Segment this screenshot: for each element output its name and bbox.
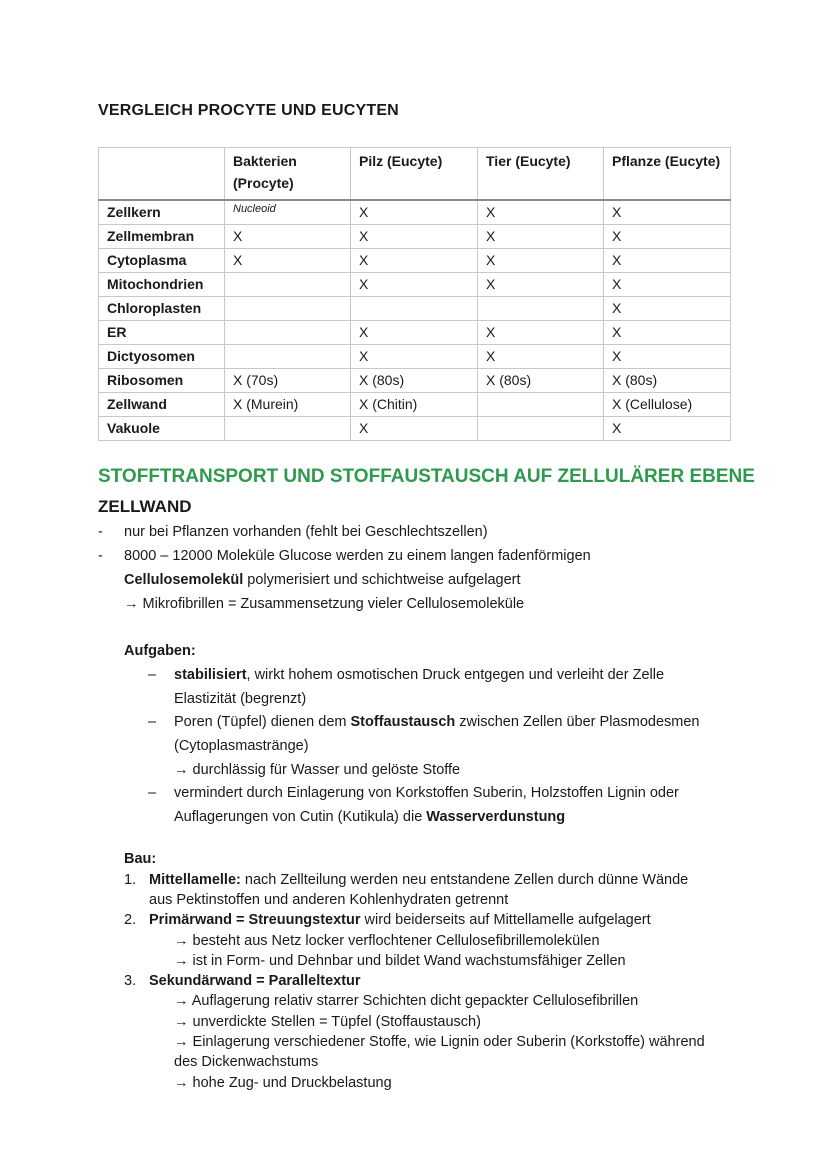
table-cell: X	[604, 249, 731, 273]
row-label: Cytoplasma	[99, 249, 225, 273]
list-dash: –	[148, 714, 157, 730]
table-row	[99, 273, 731, 297]
table-cell: X	[604, 417, 731, 441]
row-label: Ribosomen	[99, 369, 225, 393]
list-item	[174, 710, 699, 734]
arrow-line	[174, 931, 600, 951]
bold-term: Wasserverdunstung	[426, 809, 566, 825]
table-cell: X	[351, 417, 478, 441]
table-cell: X	[604, 225, 731, 249]
list-item: vermindert durch Einlagerung von Korkstoffen Suberin, Holzstoffen Lignin oder	[174, 785, 679, 801]
arrow-line	[174, 1032, 705, 1052]
text-span: Einlagerung verschiedener Stoffe, wie Lignin oder Suberin (Korkstoffe) während	[192, 1034, 705, 1050]
table-cell: X (80s)	[604, 369, 731, 393]
row-label: Vakuole	[99, 417, 225, 441]
text-span: Mikrofibrillen = Zusammensetzung vieler Cellulosemoleküle	[142, 596, 525, 612]
table-row	[99, 200, 731, 225]
table-cell	[478, 297, 604, 321]
header-cell	[99, 148, 225, 201]
row-label: Zellkern	[99, 200, 225, 225]
row-label: Zellwand	[99, 393, 225, 417]
list-dash: –	[148, 667, 157, 683]
table-cell: X	[351, 345, 478, 369]
table-cell: X	[478, 249, 604, 273]
arrow-icon: →	[174, 953, 189, 969]
table-cell: X	[351, 200, 478, 225]
table-cell: X	[478, 321, 604, 345]
text-span: polymerisiert und schichtweise aufgelagert	[243, 572, 521, 588]
list-item	[174, 663, 664, 687]
list-item	[149, 870, 688, 890]
arrow-icon: →	[174, 993, 189, 1009]
arrow-icon: →	[174, 1014, 189, 1030]
text-span: unverdickte Stellen = Tüpfel (Stoffaustausch)	[192, 1014, 481, 1030]
table-cell: X (80s)	[351, 369, 478, 393]
row-label: Chloroplasten	[99, 297, 225, 321]
table-cell	[225, 321, 351, 345]
table-cell: X	[351, 273, 478, 297]
text-span: ist in Form- und Dehnbar und bildet Wand wachstumsfähiger Zellen	[192, 953, 626, 969]
table-cell: X	[604, 297, 731, 321]
list-item-line: Elastizität (begrenzt)	[174, 691, 307, 707]
arrow-icon: →	[174, 1034, 189, 1050]
table-row	[99, 393, 731, 417]
bold-term: Mittellamelle:	[149, 872, 241, 888]
list-dash: –	[148, 785, 157, 801]
arrow-line	[174, 1073, 392, 1093]
bullet-text-line	[124, 568, 521, 592]
text-span: wird beiderseits auf Mittellamelle aufgelagert	[360, 912, 651, 928]
table-cell: X	[478, 200, 604, 225]
arrow-icon: →	[174, 1075, 189, 1091]
bold-term: stabilisiert	[174, 667, 247, 683]
list-item-line: (Cytoplasmastränge)	[174, 738, 309, 754]
table-cell: X (70s)	[225, 369, 351, 393]
bold-term: Stoffaustausch	[350, 714, 456, 730]
table-cell: X	[478, 273, 604, 297]
table-cell: X	[478, 225, 604, 249]
table-cell: X	[604, 200, 731, 225]
aufgaben-label: Aufgaben:	[124, 643, 196, 659]
header-cell: Tier (Eucyte)	[478, 148, 604, 201]
table-cell: X (Murein)	[225, 393, 351, 417]
text-span: Auflagerung relativ starrer Schichten dicht gepackter Cellulosefibrillen	[191, 993, 639, 1009]
arrow-line	[174, 951, 626, 971]
text-span: besteht aus Netz locker verflochtener Cellulosefibrillemolekülen	[192, 933, 600, 949]
text-span: zwischen Zellen über Plasmodesmen	[455, 714, 700, 730]
table-cell: X	[351, 225, 478, 249]
bold-term: Cellulosemolekül	[124, 572, 244, 588]
list-item-line	[174, 805, 565, 829]
table-cell: X	[604, 321, 731, 345]
table-cell: Nucleoid	[225, 200, 351, 225]
row-label: ER	[99, 321, 225, 345]
table-row	[99, 249, 731, 273]
list-item	[149, 971, 361, 991]
table-header-row	[99, 148, 731, 201]
text-span: nach Zellteilung werden neu entstandene Zellen durch dünne Wände	[240, 872, 689, 888]
table-cell	[225, 417, 351, 441]
table-cell: X (80s)	[478, 369, 604, 393]
table-cell: X (Cellulose)	[604, 393, 731, 417]
table-row	[99, 417, 731, 441]
text-span: hohe Zug- und Druckbelastung	[192, 1075, 392, 1091]
table-cell	[225, 345, 351, 369]
comparison-table	[98, 147, 731, 441]
list-number: 3.	[124, 973, 137, 989]
table-row	[99, 297, 731, 321]
table-row	[99, 345, 731, 369]
table-cell	[478, 393, 604, 417]
row-label: Dictyosomen	[99, 345, 225, 369]
bullet-text: nur bei Pflanzen vorhanden (fehlt bei Geschlechtszellen)	[124, 524, 488, 540]
arrow-line	[174, 1012, 481, 1032]
text-span: , wirkt hohem osmotischen Druck entgegen und verleiht der Zelle	[246, 667, 665, 683]
row-label: Mitochondrien	[99, 273, 225, 297]
table-cell: X	[604, 273, 731, 297]
bullet-dash: -	[98, 548, 103, 564]
table-cell	[478, 417, 604, 441]
table-cell: X	[351, 249, 478, 273]
section-heading: STOFFTRANSPORT UND STOFFAUSTAUSCH AUF ZELLULÄRER EBENE	[98, 466, 755, 487]
bau-label: Bau:	[124, 851, 157, 867]
bullet-text: 8000 – 12000 Moleküle Glucose werden zu einem langen fadenförmigen	[124, 548, 591, 564]
list-item-line: aus Pektinstoffen und anderen Kohlenhydraten getrennt	[149, 892, 509, 908]
arrow-icon: →	[124, 596, 139, 612]
arrow-icon: →	[174, 933, 189, 949]
list-item-line: des Dickenwachstums	[174, 1054, 319, 1070]
bold-term: Primärwand = Streuungstextur	[149, 912, 361, 928]
arrow-line	[174, 991, 638, 1011]
table-row	[99, 369, 731, 393]
list-number: 1.	[124, 872, 137, 888]
row-label: Zellmembran	[99, 225, 225, 249]
table-cell: X (Chitin)	[351, 393, 478, 417]
list-number: 2.	[124, 912, 137, 928]
header-cell: Pflanze (Eucyte)	[604, 148, 731, 201]
table-cell: X	[604, 345, 731, 369]
list-item	[149, 910, 651, 930]
arrow-line	[174, 758, 460, 782]
text-span: Poren (Tüpfel) dienen dem	[174, 714, 351, 730]
table-cell: X	[225, 225, 351, 249]
table-row	[99, 321, 731, 345]
text-span: durchlässig für Wasser und gelöste Stoffe	[192, 762, 461, 778]
table-cell	[351, 297, 478, 321]
header-cell: Pilz (Eucyte)	[351, 148, 478, 201]
arrow-icon: →	[174, 762, 189, 778]
table-cell	[225, 297, 351, 321]
bold-term: Sekundärwand = Paralleltextur	[149, 973, 361, 989]
bullet-dash: -	[98, 524, 103, 540]
table-cell: X	[225, 249, 351, 273]
section-subheading: ZELLWAND	[98, 497, 192, 516]
table-cell	[225, 273, 351, 297]
table-cell: X	[351, 321, 478, 345]
page-title: VERGLEICH PROCYTE UND EUCYTEN	[98, 102, 399, 119]
table-row	[99, 225, 731, 249]
header-cell: Bakterien (Procyte)	[225, 148, 351, 201]
table-cell: X	[478, 345, 604, 369]
text-span: Auflagerungen von Cutin (Kutikula) die	[174, 809, 427, 825]
arrow-line	[124, 592, 524, 616]
